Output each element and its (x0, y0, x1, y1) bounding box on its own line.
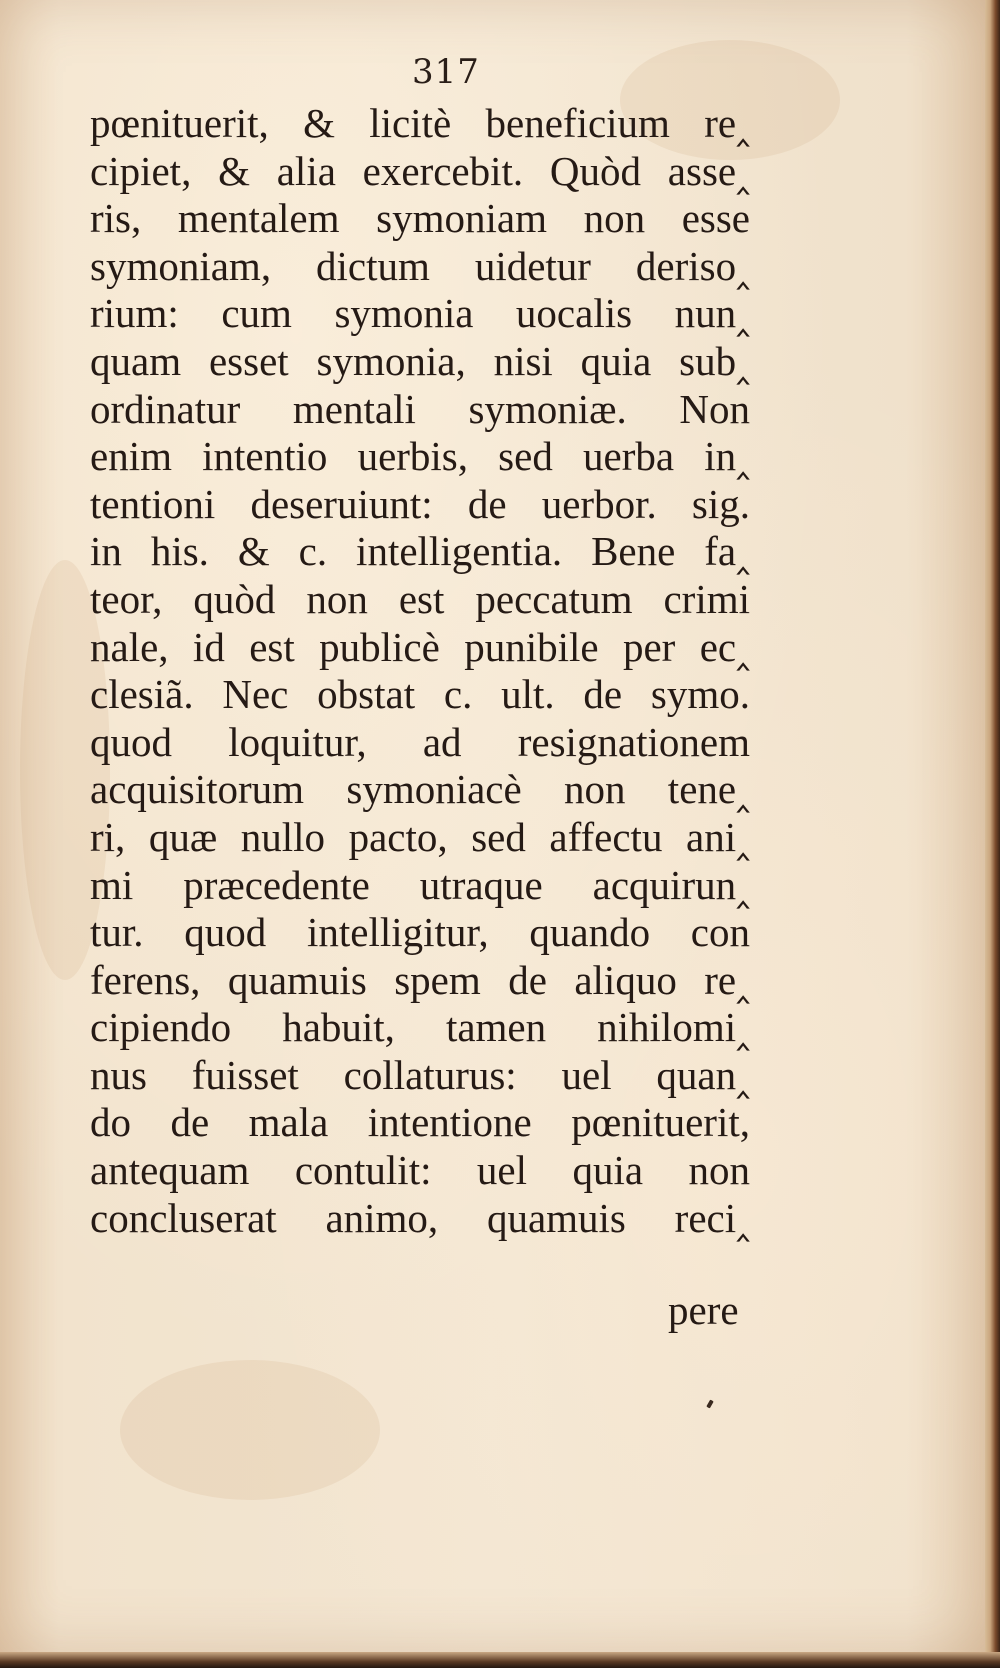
text-line: nale, id est publicè punibile per ec‸ (90, 623, 750, 670)
text-line: mi præcedente utraque acquirun‸ (90, 861, 750, 908)
text-line: rium: cum symonia uocalis nun‸ (90, 290, 750, 337)
page-edge-bottom (0, 1652, 1000, 1668)
text-line: acquisitorum symoniacè non tene‸ (90, 766, 750, 813)
text-line: teor, quòd non est peccatum crimi (90, 575, 750, 622)
text-line: ferens, quamuis spem de aliquo re‸ (90, 956, 750, 1003)
text-line: pœnituerit, & licitè beneficium re‸ (90, 100, 750, 146)
text-line: ordinatur mentali symoniæ. Non (90, 385, 750, 432)
text-line: tur. quod intelligitur, quando con (90, 909, 750, 956)
text-line: do de mala intentione pœnituerit, (90, 1099, 750, 1146)
paper-stain (120, 1360, 380, 1500)
body-text (90, 100, 750, 1242)
page-number: 317 (412, 52, 480, 92)
text-line: antequam contulit: uel quia non (90, 1147, 750, 1194)
text-line: quam esset symonia, nisi quia sub‸ (90, 337, 750, 384)
text-line: clesiã. Nec obstat c. ult. de symo. (90, 671, 750, 718)
text-line: nus fuisset collaturus: uel quan‸ (90, 1051, 750, 1098)
text-line: quod loquitur, ad resignationem (90, 718, 750, 765)
text-line: ris, mentalem symoniam non esse (90, 195, 750, 242)
text-line: in his. & c. intelligentia. Bene fa‸ (90, 528, 750, 575)
page-edge-right (985, 0, 1000, 1668)
text-line: ri, quæ nullo pacto, sed affectu ani‸ (90, 813, 750, 860)
text-line: concluserat animo, quamuis reci‸ (90, 1194, 750, 1241)
text-line: enim intentio uerbis, sed uerba in‸ (90, 433, 750, 480)
text-line: symoniam, dictum uidetur deriso‸ (90, 242, 750, 289)
ink-mark (706, 1400, 713, 1409)
catchword: pere (668, 1287, 739, 1333)
text-line: cipiendo habuit, tamen nihilomi‸ (90, 1004, 750, 1051)
text-line: cipiet, & alia exercebit. Quòd asse‸ (90, 147, 750, 194)
text-line: tentioni deseruiunt: de uerbor. sig. (90, 480, 750, 527)
